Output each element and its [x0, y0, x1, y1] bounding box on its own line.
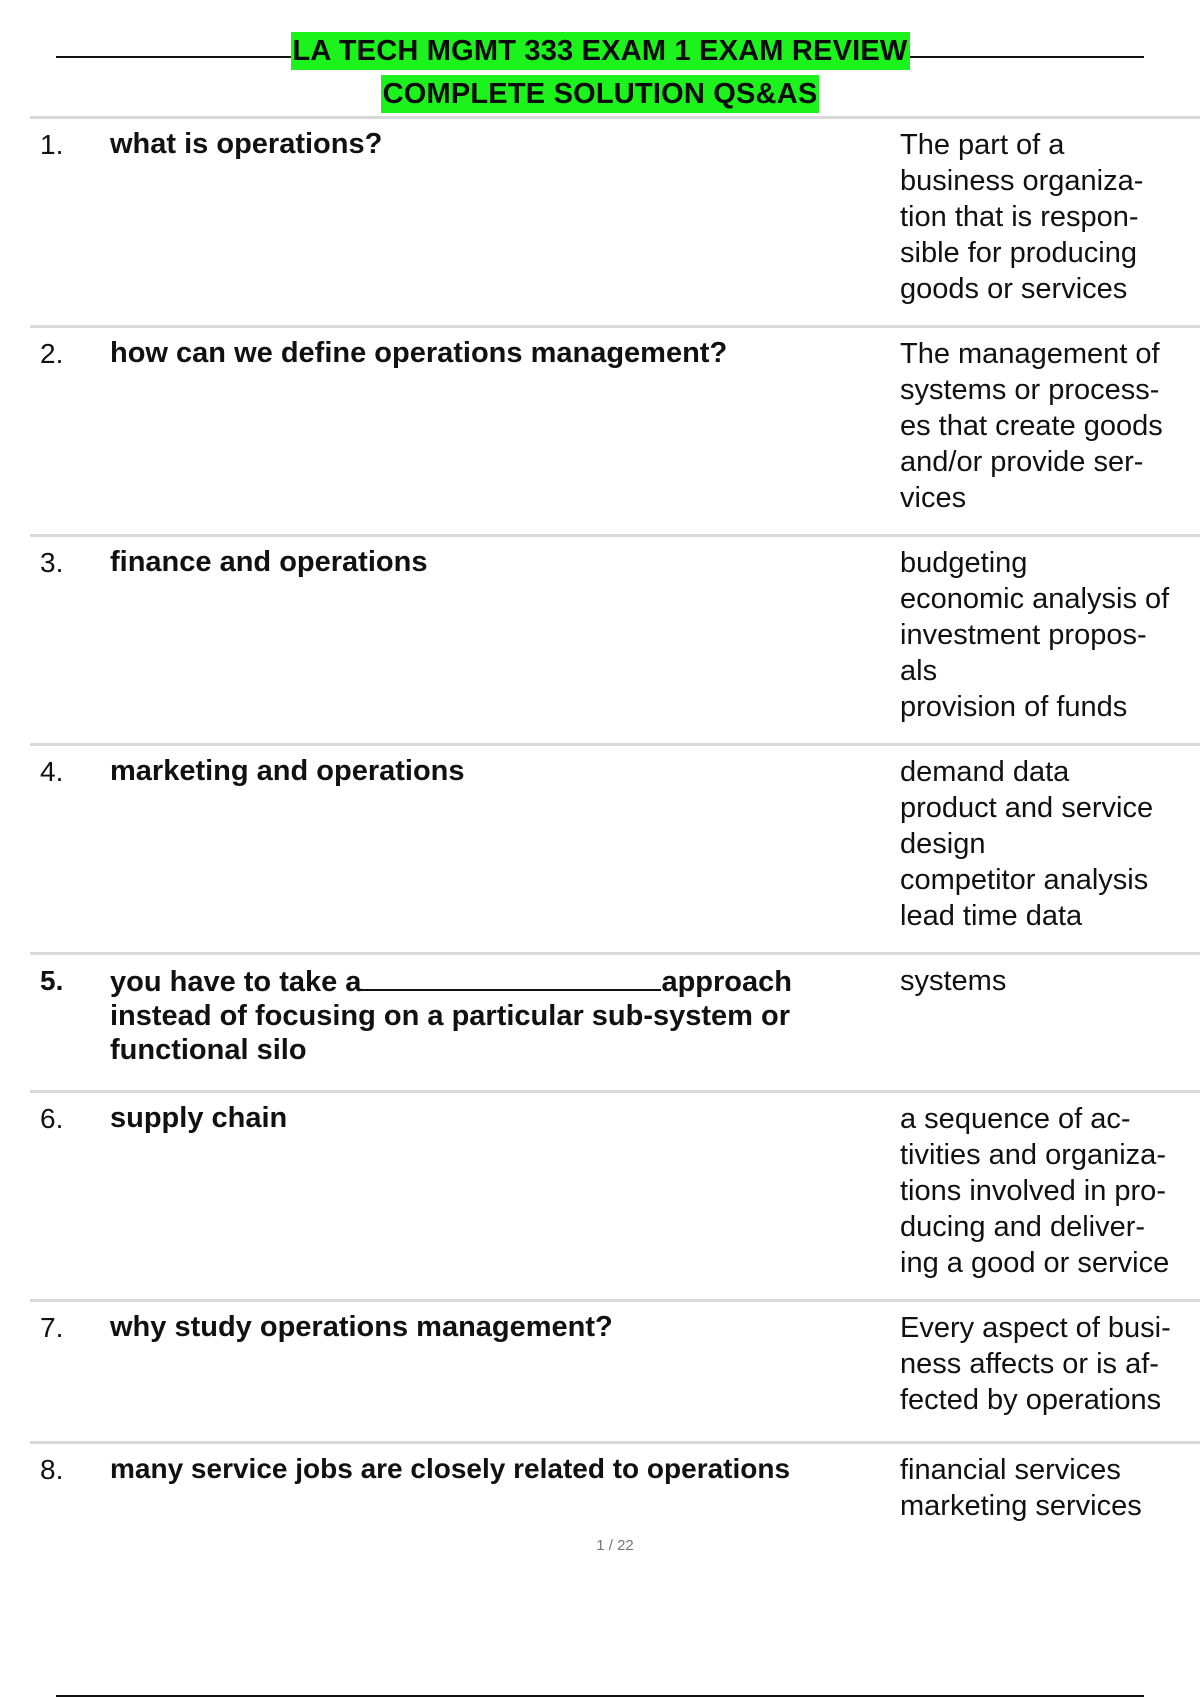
answer-text: The part of a business organiza- tion that is respon- sible for producing goods or services — [900, 129, 1144, 305]
qa-row-6 — [30, 1090, 1200, 1299]
answer-text: Every aspect of busi- ness affects or is af- fected by operations — [900, 1312, 1171, 1416]
question-text: what is operations? — [110, 128, 383, 160]
answer-text: a sequence of ac- tivities and organiza- tions involved in pro- ducing and deliver- ing a good or service — [900, 1103, 1170, 1279]
question-text: why study operations management? — [110, 1311, 613, 1343]
question-text: marketing and operations — [110, 755, 465, 787]
item-number: 8. — [40, 1454, 64, 1485]
question-text: supply chain — [110, 1102, 288, 1134]
item-number: 2. — [40, 338, 64, 369]
question-part-2: approach — [661, 966, 792, 998]
qa-table — [30, 116, 1200, 1542]
question-part-3: instead of focusing on a particular sub-system or functional silo — [110, 1000, 791, 1066]
question-text: how can we define operations management? — [110, 337, 728, 369]
item-number: 4. — [40, 756, 64, 787]
document-title-line2: COMPLETE SOLUTION QS&AS — [381, 75, 820, 113]
item-number: 7. — [40, 1312, 64, 1343]
question-part-1: you have to take a — [110, 966, 362, 998]
document-title-line1: LA TECH MGMT 333 EXAM 1 EXAM REVIEW — [291, 32, 910, 70]
qa-row-7 — [30, 1299, 1200, 1441]
qa-row-2 — [30, 325, 1200, 534]
item-number: 1. — [40, 129, 64, 160]
fill-in-blank — [361, 963, 661, 991]
answer-text: The management of systems or process- es that create goods and/or provide ser- vices — [900, 338, 1163, 514]
answer-text: financial services marketing services — [900, 1454, 1142, 1522]
question-text: many service jobs are closely related to operations — [110, 1453, 791, 1484]
qa-row-1 — [30, 116, 1200, 325]
question-text: finance and operations — [110, 546, 428, 578]
item-number: 6. — [40, 1103, 64, 1134]
qa-row-8 — [30, 1441, 1200, 1542]
footer-rule — [56, 1695, 1144, 1697]
item-number: 5. — [40, 965, 64, 996]
item-number: 3. — [40, 547, 64, 578]
answer-text: systems — [900, 965, 1007, 997]
qa-row-4 — [30, 743, 1200, 952]
question-text — [110, 963, 900, 1090]
qa-row-5 — [30, 952, 1200, 1090]
page-indicator: 1 / 22 — [596, 1537, 634, 1554]
answer-text: demand data product and service design competitor analysis lead time data — [900, 756, 1154, 932]
answer-text: budgeting economic analysis of investment propos- als provision of funds — [900, 547, 1170, 723]
document-header — [56, 32, 1144, 118]
qa-row-3 — [30, 534, 1200, 743]
